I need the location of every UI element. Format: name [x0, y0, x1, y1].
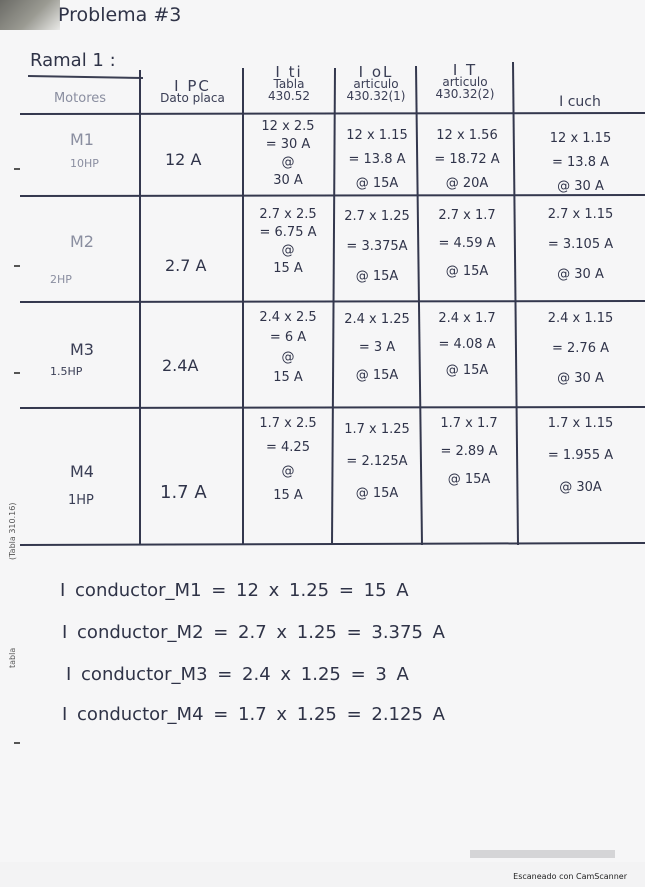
icuch-cell [518, 127, 643, 199]
conductor-formula-m1: I conductor_M1 = 12 x 1.25 = 15 A [60, 580, 409, 601]
iol-result: = 2.125A [346, 454, 408, 469]
iti-result: = 30 A [265, 137, 311, 152]
header-iol [336, 63, 416, 103]
margin-tick [14, 265, 20, 267]
icuch-rating: @ 30 A [557, 267, 604, 282]
iti-cell [244, 206, 332, 278]
iti-cell [244, 412, 332, 508]
icuch-expr: 2.7 x 1.15 [547, 207, 614, 222]
motor-hp: 2HP [50, 273, 72, 286]
header-motores: Motores [53, 91, 107, 106]
iol-rating: @ 15A [355, 176, 399, 191]
iti-rating: 30 A [273, 173, 303, 188]
iti-rating: 15 A [273, 488, 303, 503]
motor-label: M1 [70, 130, 94, 149]
motor-cell-m4 [50, 462, 94, 508]
it-result: = 4.08 A [438, 337, 496, 352]
iti-cell [244, 118, 332, 190]
it-expr: 12 x 1.56 [436, 128, 498, 143]
motor-label: M3 [70, 340, 94, 359]
icuch-cell [518, 408, 643, 504]
header-iol-sub1: articulo [353, 77, 399, 91]
iti-result: = 6 A [269, 330, 307, 345]
icuch-result: = 13.8 A [552, 155, 609, 170]
iol-expr: 1.7 x 1.25 [344, 422, 410, 437]
iol-cell [334, 414, 420, 510]
iti-result: = 6.75 A [259, 225, 317, 240]
iti-expr: 1.7 x 2.5 [259, 416, 317, 431]
faint-footer-mark [470, 850, 615, 858]
motor-hp: 1HP [68, 493, 94, 508]
it-result: = 4.59 A [438, 236, 496, 251]
header-it-symbol: I T [452, 61, 478, 79]
icuch-cell [518, 304, 643, 394]
it-result: = 2.89 A [440, 444, 498, 459]
header-iol-sub2: 430.32(1) [346, 89, 406, 103]
conductor-formula-m2: I conductor_M2 = 2.7 x 1.25 = 3.375 A [62, 622, 445, 643]
conductor-formula-m4: I conductor_M4 = 1.7 x 1.25 = 2.125 A [62, 704, 445, 725]
header-ipc-sub: Dato placa [160, 91, 225, 105]
iti-at: @ [281, 350, 295, 365]
iti-at: @ [281, 464, 295, 479]
problem-title: Problema #3 [58, 4, 182, 26]
iti-rating: 15 A [273, 370, 303, 385]
motor-cell-m1 [50, 130, 99, 170]
header-iol-symbol: I oL [358, 63, 394, 81]
motor-hp: 10HP [70, 157, 99, 170]
iti-at: @ [281, 243, 295, 258]
margin-tick [14, 372, 20, 374]
iti-expr: 2.4 x 2.5 [259, 310, 317, 325]
it-cell [420, 124, 514, 196]
icuch-rating: @ 30 A [557, 371, 604, 386]
iol-expr: 2.7 x 1.25 [344, 209, 410, 224]
margin-tick [14, 168, 20, 170]
header-iti-sub1: Tabla [273, 77, 305, 91]
ipc-cell: 12 A [165, 150, 202, 169]
iti-expr: 12 x 2.5 [261, 119, 315, 134]
iti-at: @ [281, 155, 295, 170]
it-expr: 2.7 x 1.7 [438, 208, 496, 223]
header-it [418, 61, 512, 101]
icuch-rating: @ 30A [559, 480, 602, 495]
it-rating: @ 15A [445, 264, 489, 279]
it-rating: @ 15A [445, 363, 489, 378]
motor-hp: 1.5HP [50, 365, 83, 378]
ipc-cell: 2.7 A [165, 256, 207, 275]
ipc-cell: 1.7 A [160, 482, 207, 503]
iol-rating: @ 15A [355, 368, 399, 383]
header-iti [245, 63, 333, 103]
header-it-sub2: 430.32(2) [435, 87, 495, 101]
iol-cell [334, 306, 420, 390]
iol-result: = 3 A [358, 340, 396, 355]
icuch-rating: @ 30 A [557, 179, 604, 194]
it-expr: 2.4 x 1.7 [438, 311, 496, 326]
icuch-expr: 12 x 1.15 [549, 131, 612, 146]
it-rating: @ 20A [445, 176, 489, 191]
iti-expr: 2.7 x 2.5 [259, 207, 317, 222]
iol-cell [334, 124, 420, 196]
iol-expr: 2.4 x 1.25 [344, 312, 410, 327]
header-it-sub1: articulo [442, 75, 488, 89]
ramal-heading: Ramal 1 : [30, 50, 116, 71]
icuch-cell [518, 200, 643, 290]
iol-rating: @ 15A [355, 486, 399, 501]
conductor-formula-m3: I conductor_M3 = 2.4 x 1.25 = 3 A [66, 664, 409, 685]
iol-expr: 12 x 1.15 [346, 128, 408, 143]
it-expr: 1.7 x 1.7 [440, 416, 498, 431]
it-cell [420, 410, 518, 494]
icuch-result: = 2.76 A [552, 341, 609, 356]
scanner-watermark: Escaneado con CamScanner [513, 872, 627, 881]
iol-result: = 3.375A [346, 239, 408, 254]
icuch-expr: 2.4 x 1.15 [547, 311, 614, 326]
header-iti-symbol: I ti [275, 63, 303, 81]
iti-result: = 4.25 [266, 440, 310, 455]
ipc-cell: 2.4A [162, 356, 199, 375]
motor-cell-m3 [50, 340, 94, 378]
icuch-result: = 3.105 A [547, 237, 614, 252]
side-note-tabla: tabla [8, 647, 17, 668]
icuch-expr: 1.7 x 1.15 [547, 416, 614, 431]
iol-rating: @ 15A [355, 269, 399, 284]
it-result: = 18.72 A [434, 152, 500, 167]
header-iti-sub2: 430.52 [268, 89, 310, 103]
iti-rating: 15 A [273, 261, 303, 276]
header-icuch: I cuch [559, 94, 601, 110]
iol-cell [334, 202, 420, 292]
iol-result: = 13.8 A [348, 152, 406, 167]
header-ipc [145, 77, 240, 105]
it-rating: @ 15A [447, 472, 491, 487]
margin-tick [14, 742, 20, 744]
motor-cell-m2 [50, 232, 94, 286]
side-note-table: (Tabla 310.16) [8, 502, 17, 560]
header-ipc-symbol: I PC [174, 77, 211, 95]
icuch-result: = 1.955 A [547, 448, 614, 463]
motor-label: M4 [70, 462, 94, 481]
motor-label: M2 [70, 232, 94, 251]
it-cell [420, 202, 514, 286]
it-cell [420, 306, 514, 384]
iti-cell [244, 308, 332, 388]
